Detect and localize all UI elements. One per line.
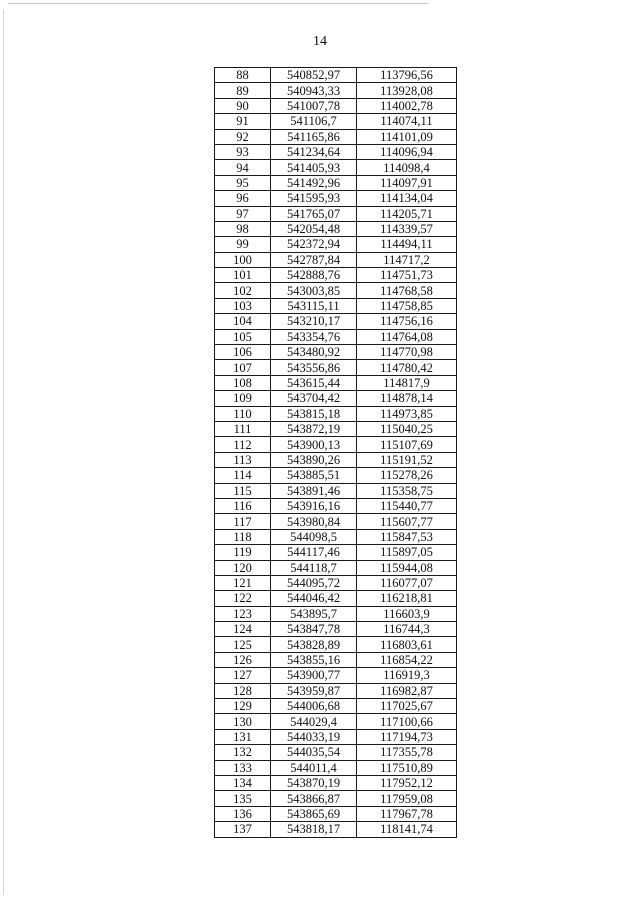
x-coordinate-cell: 543704,42: [271, 391, 357, 406]
x-coordinate-cell: 543980,84: [271, 514, 357, 529]
table-row: [215, 237, 457, 252]
x-coordinate-cell: 543003,85: [271, 283, 357, 298]
coordinates-table-body: [215, 68, 457, 838]
table-row: [215, 314, 457, 329]
x-coordinate-cell: 543885,51: [271, 468, 357, 483]
y-coordinate-cell: 114339,57: [357, 221, 457, 236]
x-coordinate-cell: 543115,11: [271, 298, 357, 313]
point-number-cell: 134: [215, 775, 271, 790]
table-row: [215, 298, 457, 313]
y-coordinate-cell: 114768,58: [357, 283, 457, 298]
y-coordinate-cell: 115897,05: [357, 545, 457, 560]
x-coordinate-cell: 542787,84: [271, 252, 357, 267]
table-row: [215, 68, 457, 83]
point-number-cell: 112: [215, 437, 271, 452]
y-coordinate-cell: 116218,81: [357, 591, 457, 606]
y-coordinate-cell: 114751,73: [357, 268, 457, 283]
y-coordinate-cell: 117959,08: [357, 791, 457, 806]
x-coordinate-cell: 544033,19: [271, 729, 357, 744]
point-number-cell: 90: [215, 98, 271, 113]
y-coordinate-cell: 114134,04: [357, 191, 457, 206]
point-number-cell: 120: [215, 560, 271, 575]
x-coordinate-cell: 543855,16: [271, 652, 357, 667]
point-number-cell: 107: [215, 360, 271, 375]
point-number-cell: 117: [215, 514, 271, 529]
y-coordinate-cell: 116919,3: [357, 668, 457, 683]
x-coordinate-cell: 543847,78: [271, 622, 357, 637]
y-coordinate-cell: 117510,89: [357, 760, 457, 775]
table-row: [215, 545, 457, 560]
y-coordinate-cell: 114096,94: [357, 144, 457, 159]
table-row: [215, 129, 457, 144]
table-row: [215, 591, 457, 606]
table-row: [215, 114, 457, 129]
x-coordinate-cell: 541234,64: [271, 144, 357, 159]
point-number-cell: 123: [215, 606, 271, 621]
table-row: [215, 622, 457, 637]
table-row: [215, 560, 457, 575]
point-number-cell: 128: [215, 683, 271, 698]
x-coordinate-cell: 542372,94: [271, 237, 357, 252]
table-row: [215, 483, 457, 498]
x-coordinate-cell: 541405,93: [271, 160, 357, 175]
y-coordinate-cell: 114817,9: [357, 375, 457, 390]
table-row: [215, 729, 457, 744]
point-number-cell: 104: [215, 314, 271, 329]
y-coordinate-cell: 115107,69: [357, 437, 457, 452]
x-coordinate-cell: 540852,97: [271, 68, 357, 83]
table-row: [215, 498, 457, 513]
x-coordinate-cell: 544029,4: [271, 714, 357, 729]
point-number-cell: 114: [215, 468, 271, 483]
y-coordinate-cell: 115358,75: [357, 483, 457, 498]
x-coordinate-cell: 542054,48: [271, 221, 357, 236]
point-number-cell: 116: [215, 498, 271, 513]
point-number-cell: 129: [215, 699, 271, 714]
point-number-cell: 91: [215, 114, 271, 129]
x-coordinate-cell: 543210,17: [271, 314, 357, 329]
y-coordinate-cell: 114205,71: [357, 206, 457, 221]
y-coordinate-cell: 114002,78: [357, 98, 457, 113]
y-coordinate-cell: 116803,61: [357, 637, 457, 652]
point-number-cell: 106: [215, 345, 271, 360]
point-number-cell: 109: [215, 391, 271, 406]
point-number-cell: 103: [215, 298, 271, 313]
x-coordinate-cell: 543916,16: [271, 498, 357, 513]
y-coordinate-cell: 115040,25: [357, 421, 457, 436]
y-coordinate-cell: 116077,07: [357, 575, 457, 590]
point-number-cell: 94: [215, 160, 271, 175]
table-row: [215, 791, 457, 806]
point-number-cell: 119: [215, 545, 271, 560]
point-number-cell: 102: [215, 283, 271, 298]
point-number-cell: 130: [215, 714, 271, 729]
x-coordinate-cell: 543872,19: [271, 421, 357, 436]
y-coordinate-cell: 114973,85: [357, 406, 457, 421]
table-row: [215, 652, 457, 667]
table-row: [215, 345, 457, 360]
point-number-cell: 122: [215, 591, 271, 606]
y-coordinate-cell: 115944,08: [357, 560, 457, 575]
y-coordinate-cell: 114717,2: [357, 252, 457, 267]
x-coordinate-cell: 544006,68: [271, 699, 357, 714]
table-row: [215, 252, 457, 267]
point-number-cell: 99: [215, 237, 271, 252]
table-row: [215, 83, 457, 98]
point-number-cell: 115: [215, 483, 271, 498]
table-row: [215, 760, 457, 775]
table-row: [215, 160, 457, 175]
table-row: [215, 745, 457, 760]
table-row: [215, 699, 457, 714]
x-coordinate-cell: 543865,69: [271, 806, 357, 821]
point-number-cell: 100: [215, 252, 271, 267]
y-coordinate-cell: 113928,08: [357, 83, 457, 98]
point-number-cell: 137: [215, 822, 271, 837]
x-coordinate-cell: 543556,86: [271, 360, 357, 375]
table-row: [215, 575, 457, 590]
scan-edge-left: [3, 10, 4, 895]
table-row: [215, 191, 457, 206]
x-coordinate-cell: 544011,4: [271, 760, 357, 775]
x-coordinate-cell: 543959,87: [271, 683, 357, 698]
point-number-cell: 121: [215, 575, 271, 590]
y-coordinate-cell: 114074,11: [357, 114, 457, 129]
point-number-cell: 110: [215, 406, 271, 421]
table-row: [215, 421, 457, 436]
point-number-cell: 92: [215, 129, 271, 144]
x-coordinate-cell: 543895,7: [271, 606, 357, 621]
point-number-cell: 105: [215, 329, 271, 344]
y-coordinate-cell: 116603,9: [357, 606, 457, 621]
x-coordinate-cell: 543615,44: [271, 375, 357, 390]
table-row: [215, 468, 457, 483]
x-coordinate-cell: 542888,76: [271, 268, 357, 283]
table-row: [215, 806, 457, 821]
x-coordinate-cell: 540943,33: [271, 83, 357, 98]
y-coordinate-cell: 115278,26: [357, 468, 457, 483]
y-coordinate-cell: 114764,08: [357, 329, 457, 344]
y-coordinate-cell: 114101,09: [357, 129, 457, 144]
y-coordinate-cell: 114780,42: [357, 360, 457, 375]
point-number-cell: 136: [215, 806, 271, 821]
point-number-cell: 127: [215, 668, 271, 683]
table-row: [215, 98, 457, 113]
x-coordinate-cell: 541765,07: [271, 206, 357, 221]
x-coordinate-cell: 544098,5: [271, 529, 357, 544]
x-coordinate-cell: 544118,7: [271, 560, 357, 575]
table-row: [215, 283, 457, 298]
table-row: [215, 452, 457, 467]
page-number: 14: [313, 34, 327, 49]
point-number-cell: 89: [215, 83, 271, 98]
table-row: [215, 437, 457, 452]
x-coordinate-cell: 543866,87: [271, 791, 357, 806]
point-number-cell: 97: [215, 206, 271, 221]
point-number-cell: 101: [215, 268, 271, 283]
table-row: [215, 606, 457, 621]
table-row: [215, 144, 457, 159]
x-coordinate-cell: 543828,89: [271, 637, 357, 652]
x-coordinate-cell: 541595,93: [271, 191, 357, 206]
y-coordinate-cell: 118141,74: [357, 822, 457, 837]
table-row: [215, 714, 457, 729]
table-row: [215, 529, 457, 544]
point-number-cell: 118: [215, 529, 271, 544]
coordinates-table: [214, 67, 457, 838]
y-coordinate-cell: 114770,98: [357, 345, 457, 360]
scan-edge-top: [8, 3, 428, 4]
point-number-cell: 96: [215, 191, 271, 206]
y-coordinate-cell: 115440,77: [357, 498, 457, 513]
y-coordinate-cell: 114098,4: [357, 160, 457, 175]
table-row: [215, 514, 457, 529]
table-row: [215, 206, 457, 221]
x-coordinate-cell: 544117,46: [271, 545, 357, 560]
table-row: [215, 683, 457, 698]
table-row: [215, 668, 457, 683]
x-coordinate-cell: 544046,42: [271, 591, 357, 606]
x-coordinate-cell: 543870,19: [271, 775, 357, 790]
y-coordinate-cell: 113796,56: [357, 68, 457, 83]
x-coordinate-cell: 544035,54: [271, 745, 357, 760]
x-coordinate-cell: 543354,76: [271, 329, 357, 344]
table-row: [215, 221, 457, 236]
x-coordinate-cell: 543815,18: [271, 406, 357, 421]
point-number-cell: 98: [215, 221, 271, 236]
y-coordinate-cell: 117952,12: [357, 775, 457, 790]
point-number-cell: 131: [215, 729, 271, 744]
y-coordinate-cell: 114097,91: [357, 175, 457, 190]
table-row: [215, 329, 457, 344]
point-number-cell: 95: [215, 175, 271, 190]
table-row: [215, 268, 457, 283]
x-coordinate-cell: 544095,72: [271, 575, 357, 590]
x-coordinate-cell: 543480,92: [271, 345, 357, 360]
x-coordinate-cell: 543900,77: [271, 668, 357, 683]
y-coordinate-cell: 116744,3: [357, 622, 457, 637]
point-number-cell: 133: [215, 760, 271, 775]
table-row: [215, 822, 457, 837]
table-row: [215, 406, 457, 421]
y-coordinate-cell: 114758,85: [357, 298, 457, 313]
y-coordinate-cell: 117355,78: [357, 745, 457, 760]
table-row: [215, 375, 457, 390]
y-coordinate-cell: 117025,67: [357, 699, 457, 714]
point-number-cell: 135: [215, 791, 271, 806]
y-coordinate-cell: 114878,14: [357, 391, 457, 406]
point-number-cell: 126: [215, 652, 271, 667]
point-number-cell: 93: [215, 144, 271, 159]
y-coordinate-cell: 115847,53: [357, 529, 457, 544]
x-coordinate-cell: 541165,86: [271, 129, 357, 144]
point-number-cell: 125: [215, 637, 271, 652]
x-coordinate-cell: 541492,96: [271, 175, 357, 190]
x-coordinate-cell: 543890,26: [271, 452, 357, 467]
y-coordinate-cell: 117100,66: [357, 714, 457, 729]
y-coordinate-cell: 116854,22: [357, 652, 457, 667]
table-row: [215, 175, 457, 190]
table-row: [215, 637, 457, 652]
point-number-cell: 113: [215, 452, 271, 467]
point-number-cell: 108: [215, 375, 271, 390]
y-coordinate-cell: 115191,52: [357, 452, 457, 467]
point-number-cell: 124: [215, 622, 271, 637]
table-row: [215, 360, 457, 375]
x-coordinate-cell: 541007,78: [271, 98, 357, 113]
y-coordinate-cell: 114494,11: [357, 237, 457, 252]
x-coordinate-cell: 543818,17: [271, 822, 357, 837]
table-row: [215, 391, 457, 406]
y-coordinate-cell: 114756,16: [357, 314, 457, 329]
y-coordinate-cell: 117194,73: [357, 729, 457, 744]
x-coordinate-cell: 543900,13: [271, 437, 357, 452]
point-number-cell: 111: [215, 421, 271, 436]
y-coordinate-cell: 116982,87: [357, 683, 457, 698]
x-coordinate-cell: 543891,46: [271, 483, 357, 498]
y-coordinate-cell: 115607,77: [357, 514, 457, 529]
point-number-cell: 88: [215, 68, 271, 83]
y-coordinate-cell: 117967,78: [357, 806, 457, 821]
x-coordinate-cell: 541106,7: [271, 114, 357, 129]
point-number-cell: 132: [215, 745, 271, 760]
table-row: [215, 775, 457, 790]
